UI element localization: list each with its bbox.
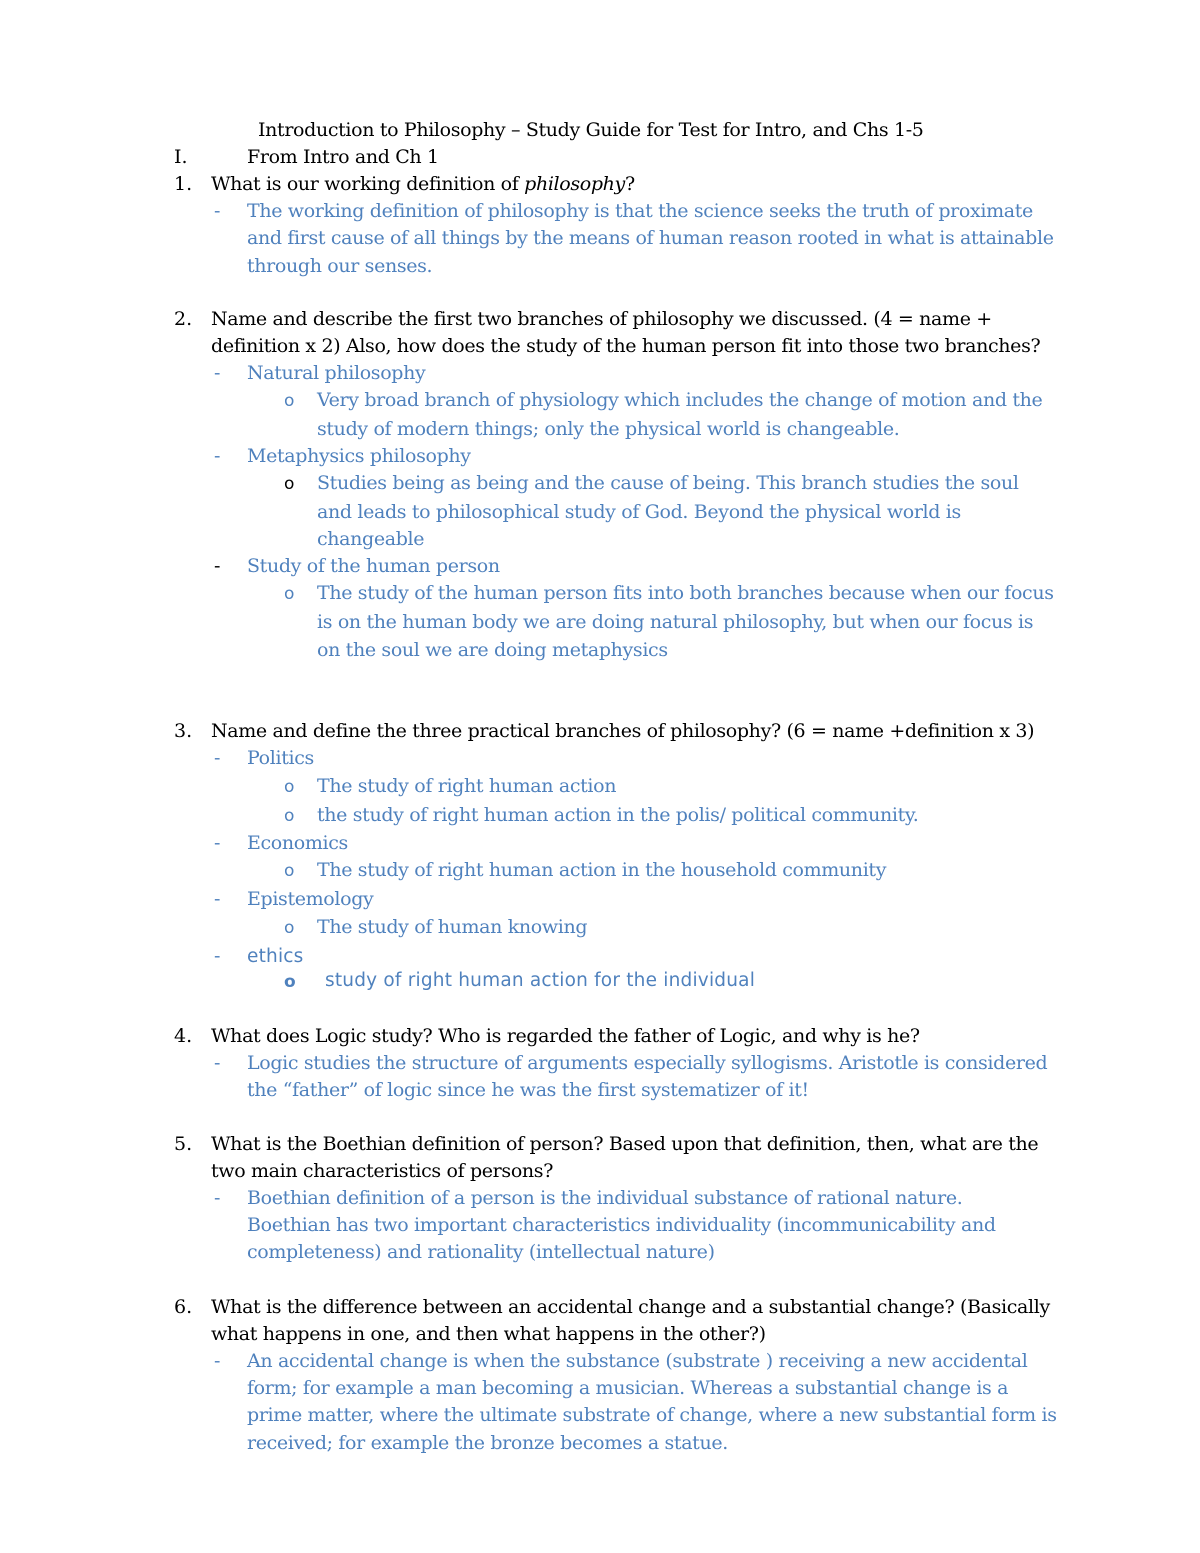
answer-1-line: and first cause of all things by the means of human reason rooted in what is attainable [247,227,1054,249]
question-1-text-part: What is our working definition of [211,173,525,195]
question-5-text: two main characteristics of persons? [211,1160,554,1182]
dash-bullet: - [214,1350,221,1372]
question-5-text: What is the Boethian definition of person? Based upon that definition, then, what are the [211,1133,1039,1155]
dash-bullet: - [214,747,221,769]
answer-6-line: An accidental change is when the substance (substrate ) receiving a new accidental [247,1350,1028,1372]
dash-bullet: - [214,200,221,222]
branch-description: Very broad branch of physiology which includes the change of motion and the [317,389,1043,411]
circle-bullet-icon: o [284,806,295,826]
answer-1-line: The working definition of philosophy is that the science seeks the truth of proximate [247,200,1033,222]
branch-label: Study of the human person [247,555,500,577]
circle-bullet-icon: o [284,391,295,411]
dash-bullet: - [214,1187,221,1209]
dash-bullet: - [214,555,221,577]
question-1-number: 1. [174,173,193,195]
practical-branch-definition: The study of right human action in the household community [317,859,887,881]
branch-description: Studies being as being and the cause of being. This branch studies the soul [317,472,1019,494]
branch-label: Natural philosophy [247,362,426,384]
question-2-text: Name and describe the first two branches of philosophy we discussed. (4 = name + [211,308,992,330]
branch-description: study of modern things; only the physical world is changeable. [317,418,900,440]
answer-4-line: Logic studies the structure of arguments especially syllogisms. Aristotle is considered [247,1052,1048,1074]
circle-bullet-icon: o [284,861,295,881]
dash-bullet: - [214,888,221,910]
question-3-text: Name and define the three practical branches of philosophy? (6 = name +definition x 3) [211,720,1035,742]
branch-description: The study of the human person fits into both branches because when our focus [317,582,1054,604]
answer-6-line: form; for example a man becoming a musician. Whereas a substantial change is a [247,1377,1009,1399]
dash-bullet: - [214,1052,221,1074]
answer-6-line: received; for example the bronze becomes a statue. [247,1432,728,1454]
branch-description: changeable [317,528,425,550]
answer-6-line: prime matter, where the ultimate substrate of change, where a new substantial form is [247,1404,1057,1426]
circle-bullet-icon: o [284,972,296,992]
practical-branch-definition: study of right human action for the individual [325,970,756,991]
branch-description: is on the human body we are doing natural philosophy, but when our focus is [317,611,1034,633]
circle-bullet-icon: o [284,584,295,604]
branch-description: and leads to philosophical study of God. Beyond the physical world is [317,501,961,523]
answer-5-line: Boethian definition of a person is the individual substance of rational nature. [247,1187,963,1209]
dash-bullet: - [214,445,221,467]
question-1-text [211,171,635,198]
question-2-number: 2. [174,308,193,330]
question-2-text: definition x 2) Also, how does the study of the human person fit into those two branches? [211,335,1041,357]
branch-label: Metaphysics philosophy [247,445,471,467]
dash-bullet: - [214,362,221,384]
question-5-number: 5. [174,1133,193,1155]
question-6-text: What is the difference between an accidental change and a substantial change? (Basically [211,1296,1050,1318]
dash-bullet: - [214,945,221,967]
practical-branch-definition: The study of right human action [317,775,617,797]
circle-bullet-icon: o [284,918,295,938]
circle-bullet-icon: o [284,777,295,797]
section-heading: From Intro and Ch 1 [247,146,439,168]
answer-5-line: completeness) and rationality (intellectual nature) [247,1241,715,1263]
question-4-text: What does Logic study? Who is regarded the father of Logic, and why is he? [211,1025,920,1047]
question-6-number: 6. [174,1296,193,1318]
section-numeral: I. [174,146,188,168]
practical-branch-label: ethics [247,946,304,967]
branch-description: on the soul we are doing metaphysics [317,639,668,661]
document-title: Introduction to Philosophy – Study Guide for Test for Intro, and Chs 1-5 [258,119,924,141]
practical-branch-definition: The study of human knowing [317,916,588,938]
practical-branch-label: Economics [247,832,348,854]
question-4-number: 4. [174,1025,193,1047]
practical-branch-label: Politics [247,747,314,769]
practical-branch-definition: the study of right human action in the polis/ political community. [317,804,919,826]
answer-5-line: Boethian has two important characteristics individuality (incommunicability and [247,1214,996,1236]
question-1-italic-term: philosophy [524,173,625,195]
answer-1-line: through our senses. [247,255,433,277]
practical-branch-label: Epistemology [247,888,374,910]
question-6-text: what happens in one, and then what happens in the other?) [211,1323,766,1345]
dash-bullet: - [214,832,221,854]
answer-4-line: the “father” of logic since he was the first systematizer of it! [247,1079,809,1101]
question-3-number: 3. [174,720,193,742]
question-1-text-end: ? [624,173,635,195]
circle-bullet-icon: o [284,474,295,494]
